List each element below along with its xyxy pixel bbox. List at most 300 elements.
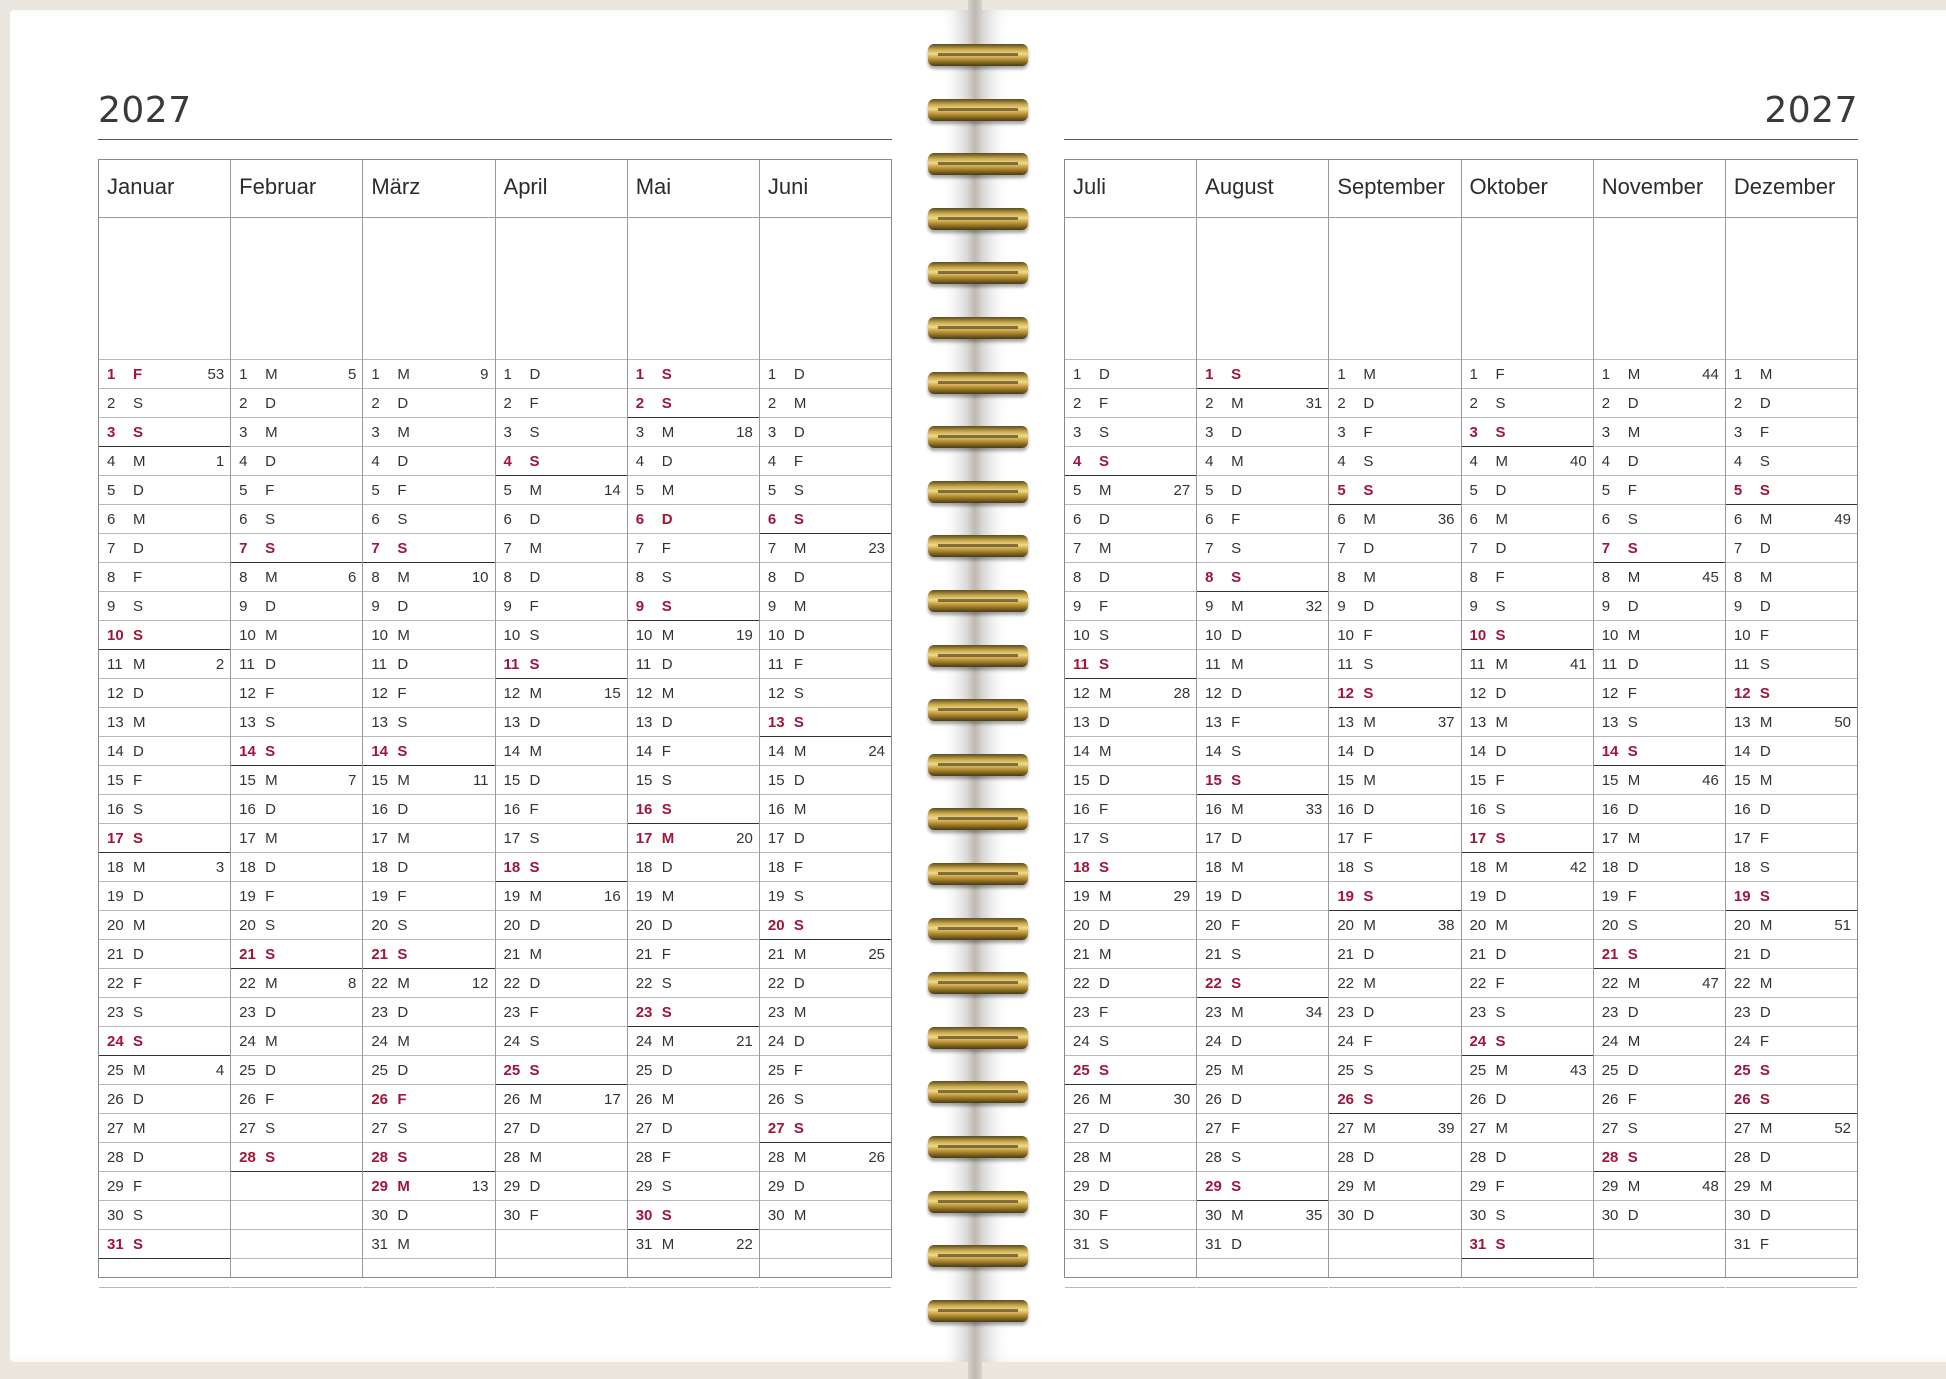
day-number: 5 — [107, 482, 116, 499]
day-row — [1197, 505, 1328, 534]
notes-area — [496, 218, 627, 360]
day-number: 31 — [635, 1236, 653, 1253]
day-row — [628, 1201, 759, 1230]
day-row — [1594, 447, 1725, 476]
day-number: 15 — [371, 772, 389, 789]
day-number: 2 — [635, 395, 645, 412]
weekday-letter: S — [1495, 830, 1506, 847]
day-row — [1726, 1027, 1857, 1056]
day-number: 13 — [1073, 714, 1090, 731]
weekday-letter: M — [1099, 540, 1112, 557]
day-row — [496, 1114, 627, 1143]
week-number: 5 — [348, 366, 357, 383]
weekday-letter: M — [1363, 366, 1376, 383]
day-number: 3 — [1205, 424, 1214, 441]
month-column — [496, 160, 628, 1277]
day-row — [628, 795, 759, 824]
day-row — [628, 650, 759, 679]
day-number: 10 — [371, 627, 389, 644]
weekday-letter: S — [1759, 656, 1770, 673]
day-number: 15 — [1469, 772, 1487, 789]
day-row — [760, 1172, 891, 1201]
weekday-letter: D — [1099, 714, 1110, 731]
day-number: 25 — [1337, 1062, 1355, 1079]
day-number: 2 — [1733, 395, 1743, 412]
day-row — [1726, 737, 1857, 766]
day-number: 24 — [1601, 1033, 1619, 1050]
weekday-letter: S — [529, 424, 540, 441]
day-row — [760, 737, 891, 766]
weekday-letter: D — [1495, 1149, 1507, 1166]
week-number: 38 — [1437, 917, 1455, 934]
day-number: 9 — [1205, 598, 1214, 615]
weekday-letter: S — [529, 1062, 540, 1079]
day-row — [1594, 824, 1725, 853]
week-number: 49 — [1834, 511, 1852, 528]
notes-area — [760, 218, 891, 360]
day-row — [628, 476, 759, 505]
weekday-letter: D — [397, 859, 409, 876]
day-row — [1329, 824, 1460, 853]
weekday-letter: S — [1231, 366, 1242, 383]
day-row — [628, 1085, 759, 1114]
day-number: 21 — [767, 946, 785, 963]
weekday-letter: D — [1627, 1004, 1639, 1021]
day-row — [1065, 853, 1196, 882]
day-number: 25 — [503, 1062, 521, 1079]
weekday-letter: M — [133, 1120, 146, 1137]
weekday-letter: F — [793, 453, 804, 470]
week-number: 17 — [604, 1091, 621, 1108]
weekday-letter: D — [1231, 1033, 1243, 1050]
weekday-letter: D — [133, 1149, 144, 1166]
day-number: 10 — [107, 627, 124, 644]
day-row — [1197, 534, 1328, 563]
weekday-letter: S — [1759, 685, 1770, 702]
day-row — [1726, 1201, 1857, 1230]
day-number: 25 — [1073, 1062, 1090, 1079]
day-number: 28 — [503, 1149, 521, 1166]
weekday-letter: F — [1363, 1033, 1373, 1050]
weekday-letter: S — [661, 975, 672, 992]
day-row — [99, 1143, 230, 1172]
day-row — [1594, 1201, 1725, 1230]
day-number: 21 — [1469, 946, 1487, 963]
day-row — [628, 592, 759, 621]
weekday-letter: M — [265, 1033, 278, 1050]
weekday-letter: D — [265, 453, 277, 470]
day-row — [1462, 418, 1593, 447]
day-number: 12 — [107, 685, 124, 702]
weekday-letter: M — [793, 1207, 807, 1224]
day-number: 5 — [1337, 482, 1346, 499]
day-row — [1197, 1114, 1328, 1143]
day-row — [363, 563, 494, 592]
day-number: 1 — [1733, 366, 1743, 383]
weekday-letter: F — [1627, 685, 1637, 702]
day-row — [363, 650, 494, 679]
day-row — [1726, 476, 1857, 505]
spiral-coil — [928, 481, 1028, 503]
weekday-letter: S — [1099, 656, 1110, 673]
day-number: 4 — [239, 453, 248, 470]
week-number: 1 — [215, 453, 225, 470]
day-row — [760, 1085, 891, 1114]
day-row — [99, 998, 230, 1027]
weekday-letter: D — [793, 366, 805, 383]
day-number: 26 — [1469, 1091, 1487, 1108]
week-number: 24 — [868, 743, 886, 760]
day-number: 22 — [371, 975, 389, 992]
day-number: 4 — [1337, 453, 1346, 470]
day-number: 14 — [371, 743, 389, 760]
weekday-letter: D — [1363, 598, 1375, 615]
day-row — [231, 824, 362, 853]
day-number: 19 — [767, 888, 785, 905]
weekday-letter: M — [793, 946, 807, 963]
weekday-letter: M — [661, 1091, 675, 1108]
day-number: 14 — [1601, 743, 1619, 760]
weekday-letter: M — [661, 1033, 675, 1050]
week-number: 4 — [215, 1062, 225, 1079]
day-row — [496, 505, 627, 534]
day-row — [231, 1027, 362, 1056]
day-number: 7 — [1337, 540, 1346, 557]
day-number: 4 — [371, 453, 380, 470]
weekday-letter: D — [1495, 743, 1507, 760]
day-row — [628, 998, 759, 1027]
day-number: 14 — [1205, 743, 1222, 760]
weekday-letter: D — [397, 395, 409, 412]
week-number: 42 — [1570, 859, 1587, 876]
weekday-letter: M — [661, 482, 675, 499]
day-row — [760, 969, 891, 998]
month-column — [1726, 160, 1857, 1277]
weekday-letter: F — [1759, 627, 1770, 644]
day-number: 15 — [503, 772, 521, 789]
spiral-coil — [928, 1191, 1028, 1213]
weekday-letter: D — [397, 656, 409, 673]
weekday-letter: F — [1363, 830, 1373, 847]
weekday-letter: M — [793, 743, 807, 760]
weekday-letter: F — [133, 975, 143, 992]
month-name: Februar — [231, 160, 362, 218]
day-row — [760, 766, 891, 795]
weekday-letter: S — [265, 540, 276, 557]
day-number: 29 — [1337, 1178, 1355, 1195]
weekday-letter: S — [661, 1207, 672, 1224]
day-number: 6 — [1601, 511, 1611, 528]
day-number: 3 — [371, 424, 380, 441]
day-row — [1197, 766, 1328, 795]
spiral-coil — [928, 535, 1028, 557]
day-number: 23 — [1469, 1004, 1487, 1021]
day-row — [1594, 737, 1725, 766]
day-row — [496, 389, 627, 418]
day-row — [363, 505, 494, 534]
day-row — [1065, 824, 1196, 853]
weekday-letter: S — [793, 917, 804, 934]
week-number: 36 — [1437, 511, 1455, 528]
weekday-letter: F — [397, 1091, 407, 1108]
day-row — [1065, 679, 1196, 708]
day-row — [1065, 447, 1196, 476]
day-row — [1065, 1259, 1196, 1288]
day-number: 22 — [1205, 975, 1222, 992]
weekday-letter: M — [133, 1062, 146, 1079]
weekday-letter: M — [1495, 656, 1509, 673]
weekday-letter: S — [265, 1149, 276, 1166]
day-number: 7 — [371, 540, 380, 557]
day-number: 22 — [767, 975, 785, 992]
weekday-letter: F — [1495, 569, 1505, 586]
day-row — [1065, 1027, 1196, 1056]
month-column — [99, 160, 231, 1277]
week-number: 9 — [480, 366, 489, 383]
weekday-letter: M — [1759, 1178, 1773, 1195]
day-row — [1197, 592, 1328, 621]
day-row — [1726, 650, 1857, 679]
day-number: 7 — [1073, 540, 1082, 557]
weekday-letter: D — [661, 1120, 673, 1137]
notes-area — [628, 218, 759, 360]
day-number: 27 — [239, 1120, 256, 1137]
weekday-letter: F — [661, 1149, 671, 1166]
day-row — [99, 389, 230, 418]
weekday-letter: M — [1231, 1207, 1244, 1224]
day-number: 31 — [1205, 1236, 1222, 1253]
day-number: 16 — [1337, 801, 1355, 818]
day-row — [231, 1143, 362, 1172]
spiral-coil — [928, 645, 1028, 667]
day-number: 8 — [1073, 569, 1082, 586]
day-row — [496, 1230, 627, 1259]
day-row — [1329, 1143, 1460, 1172]
day-row — [1462, 1230, 1593, 1259]
month-name: August — [1197, 160, 1328, 218]
weekday-letter: M — [1627, 627, 1641, 644]
day-number: 25 — [371, 1062, 389, 1079]
day-number: 28 — [1337, 1149, 1355, 1166]
weekday-letter: S — [529, 627, 540, 644]
weekday-letter: M — [397, 1236, 410, 1253]
weekday-letter: D — [1231, 1091, 1243, 1108]
day-number: 29 — [1601, 1178, 1619, 1195]
day-row — [231, 766, 362, 795]
weekday-letter: S — [1627, 743, 1638, 760]
weekday-letter: S — [661, 569, 672, 586]
weekday-letter: M — [265, 627, 278, 644]
day-row — [1329, 1172, 1460, 1201]
day-row — [363, 1259, 494, 1288]
weekday-letter: F — [529, 801, 539, 818]
day-row — [1329, 563, 1460, 592]
day-row — [496, 1172, 627, 1201]
weekday-letter: M — [1231, 1062, 1244, 1079]
weekday-letter: M — [1099, 685, 1112, 702]
day-row — [1726, 708, 1857, 737]
day-row — [628, 853, 759, 882]
day-row — [760, 418, 891, 447]
weekday-letter: D — [133, 946, 144, 963]
day-number: 11 — [107, 656, 123, 673]
weekday-letter: D — [1363, 743, 1375, 760]
day-number: 18 — [1601, 859, 1619, 876]
day-row — [363, 708, 494, 737]
day-row — [1065, 476, 1196, 505]
day-row — [496, 708, 627, 737]
day-number: 2 — [1073, 395, 1082, 412]
spiral-coil — [928, 1027, 1028, 1049]
day-number: 10 — [1205, 627, 1222, 644]
day-row — [1065, 1172, 1196, 1201]
day-row — [1462, 650, 1593, 679]
day-number: 20 — [1073, 917, 1090, 934]
day-number: 12 — [1073, 685, 1090, 702]
day-number: 25 — [107, 1062, 124, 1079]
weekday-letter: D — [1495, 482, 1507, 499]
day-number: 12 — [371, 685, 389, 702]
weekday-letter: D — [1759, 743, 1771, 760]
day-row — [1197, 940, 1328, 969]
day-number: 27 — [1205, 1120, 1222, 1137]
day-row — [760, 911, 891, 940]
day-row — [628, 679, 759, 708]
day-number: 18 — [503, 859, 521, 876]
weekday-letter: D — [397, 1207, 409, 1224]
day-number: 6 — [239, 511, 248, 528]
day-row — [628, 824, 759, 853]
day-number: 6 — [635, 511, 645, 528]
day-row — [1462, 853, 1593, 882]
day-row — [496, 592, 627, 621]
day-row — [496, 853, 627, 882]
day-number: 8 — [1733, 569, 1743, 586]
day-number: 28 — [239, 1149, 256, 1166]
weekday-letter: S — [661, 772, 672, 789]
weekday-letter: D — [793, 975, 805, 992]
weekday-letter: F — [397, 685, 407, 702]
day-row — [363, 447, 494, 476]
week-number: 52 — [1834, 1120, 1852, 1137]
day-number: 31 — [1733, 1236, 1751, 1253]
weekday-letter: S — [133, 830, 144, 847]
day-number: 6 — [107, 511, 116, 528]
weekday-letter: M — [397, 772, 410, 789]
weekday-letter: F — [1231, 917, 1241, 934]
month-column — [231, 160, 363, 1277]
weekday-letter: M — [661, 424, 675, 441]
week-number: 15 — [604, 685, 621, 702]
weekday-letter: D — [1231, 627, 1243, 644]
spiral-coil — [928, 208, 1028, 230]
weekday-letter: F — [1759, 830, 1770, 847]
weekday-letter: F — [529, 1004, 539, 1021]
weekday-letter: S — [1363, 859, 1374, 876]
day-number: 18 — [1073, 859, 1090, 876]
day-number: 13 — [503, 714, 521, 731]
weekday-letter: M — [793, 598, 807, 615]
weekday-letter: M — [1495, 511, 1509, 528]
day-number: 2 — [503, 395, 512, 412]
day-row — [628, 563, 759, 592]
weekday-letter: S — [1495, 598, 1506, 615]
day-number: 8 — [503, 569, 512, 586]
month-column — [1329, 160, 1461, 1277]
day-row — [363, 1056, 494, 1085]
day-number: 9 — [503, 598, 512, 615]
spiral-coil — [928, 972, 1028, 994]
day-number: 23 — [371, 1004, 389, 1021]
day-number: 11 — [767, 656, 784, 673]
day-number: 13 — [107, 714, 124, 731]
day-number: 10 — [1601, 627, 1619, 644]
day-row — [231, 940, 362, 969]
day-row — [1462, 882, 1593, 911]
weekday-letter: D — [397, 1004, 409, 1021]
day-row — [496, 998, 627, 1027]
day-number: 5 — [1469, 482, 1478, 499]
day-row — [1329, 1085, 1460, 1114]
day-row — [1065, 1201, 1196, 1230]
day-row — [1726, 940, 1857, 969]
weekday-letter: D — [1495, 685, 1507, 702]
weekday-letter: S — [133, 1236, 144, 1253]
day-row — [99, 505, 230, 534]
day-number: 9 — [1073, 598, 1082, 615]
day-row — [231, 621, 362, 650]
day-number: 29 — [635, 1178, 653, 1195]
day-number: 24 — [1337, 1033, 1355, 1050]
day-row — [760, 1201, 891, 1230]
weekday-letter: S — [1627, 946, 1638, 963]
weekday-letter: S — [1495, 627, 1506, 644]
day-row — [231, 998, 362, 1027]
day-number: 1 — [1073, 366, 1082, 383]
notes-area — [99, 218, 230, 360]
weekday-letter: M — [1363, 772, 1376, 789]
day-row — [363, 853, 494, 882]
day-row — [1594, 1056, 1725, 1085]
day-row — [1329, 360, 1460, 389]
day-row — [363, 534, 494, 563]
day-number: 19 — [503, 888, 521, 905]
day-number: 19 — [107, 888, 124, 905]
weekday-letter: F — [529, 1207, 539, 1224]
day-number: 15 — [1601, 772, 1619, 789]
day-number: 4 — [1073, 453, 1082, 470]
day-row — [760, 592, 891, 621]
day-number: 11 — [635, 656, 652, 673]
day-number: 28 — [1073, 1149, 1090, 1166]
day-row — [1462, 360, 1593, 389]
weekday-letter: M — [661, 888, 675, 905]
day-number: 1 — [1601, 366, 1611, 383]
weekday-letter: D — [529, 1120, 541, 1137]
day-number: 17 — [371, 830, 389, 847]
day-number: 24 — [239, 1033, 256, 1050]
day-row — [1462, 766, 1593, 795]
day-number: 30 — [1337, 1207, 1355, 1224]
day-number: 16 — [239, 801, 256, 818]
week-number: 30 — [1173, 1091, 1191, 1108]
weekday-letter: S — [133, 424, 144, 441]
day-number: 20 — [1337, 917, 1355, 934]
day-number: 4 — [767, 453, 777, 470]
weekday-letter: S — [1231, 540, 1242, 557]
weekday-letter: F — [265, 1091, 275, 1108]
day-row — [1726, 1259, 1857, 1288]
